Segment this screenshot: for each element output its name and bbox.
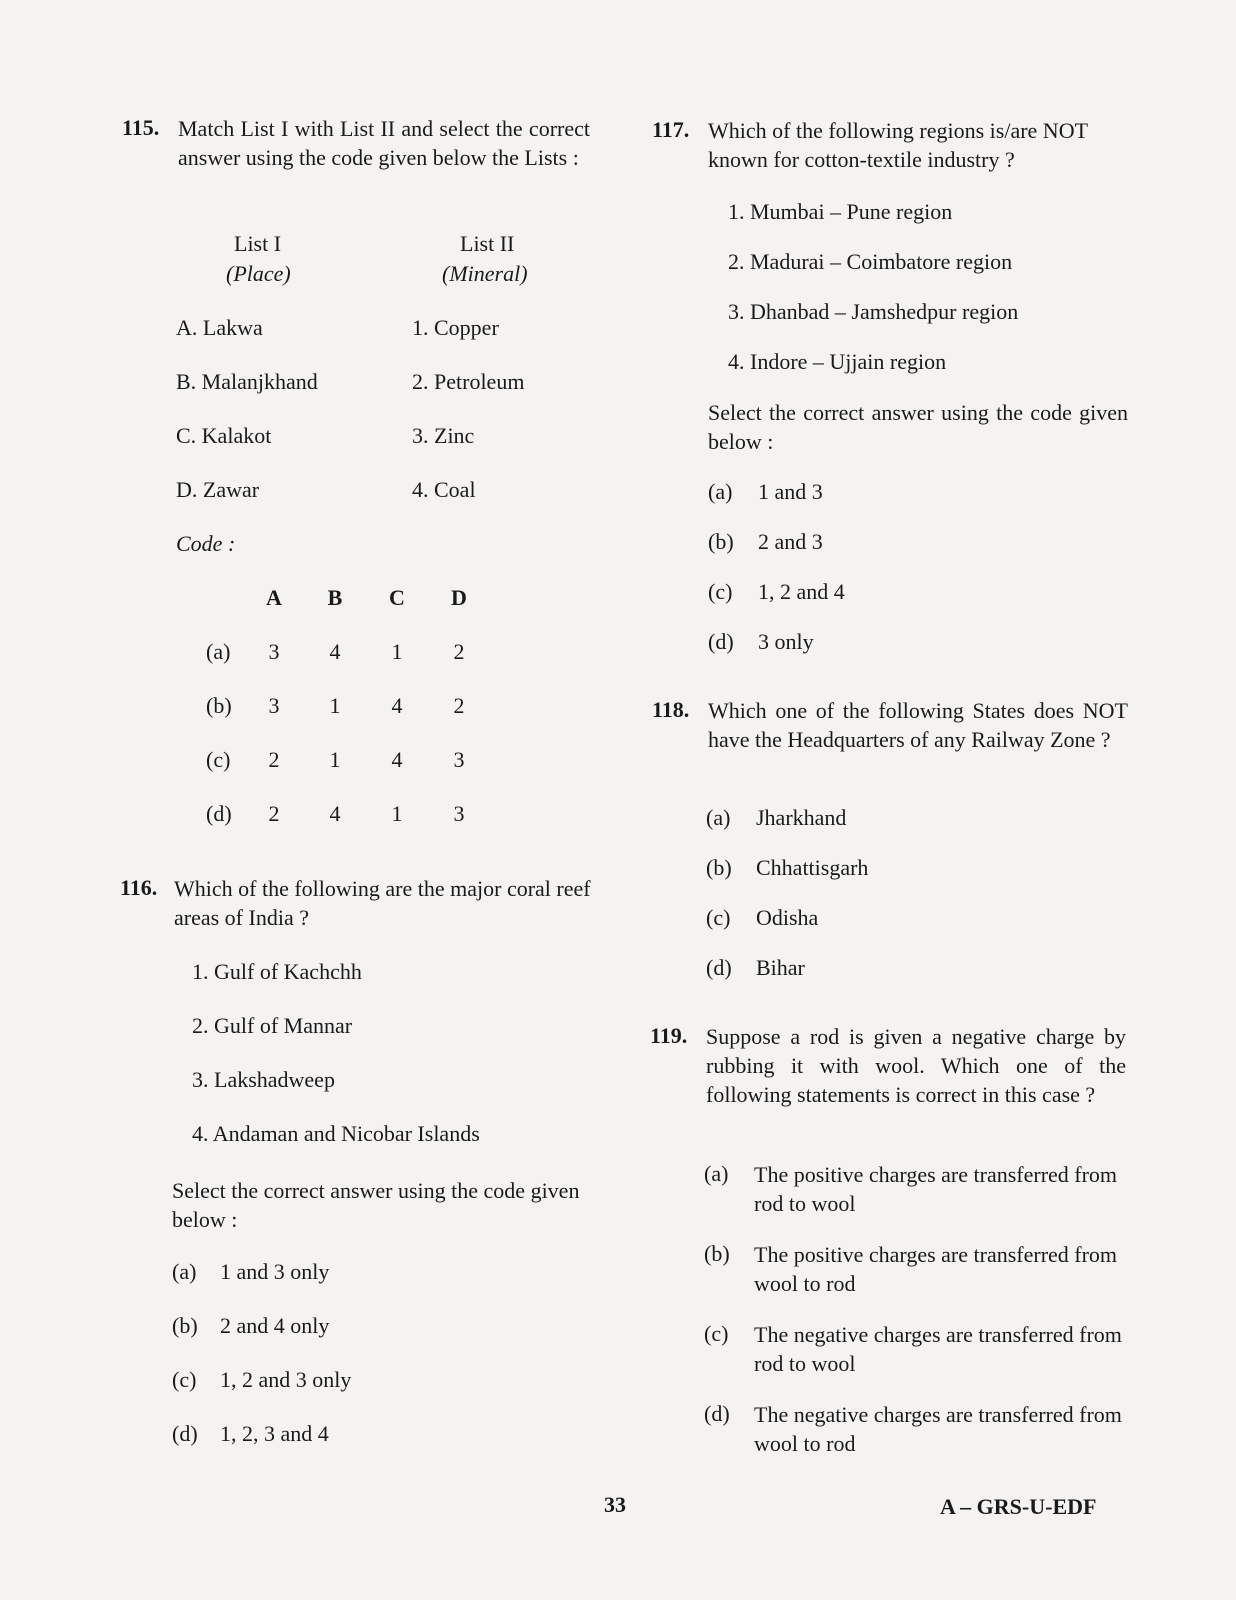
list1-title: List I xyxy=(234,231,282,256)
statement-item: 1. Mumbai – Pune region xyxy=(728,199,953,224)
option-label: (c) xyxy=(704,1321,729,1346)
option-label: (a) xyxy=(708,479,733,504)
code-cell: 2 xyxy=(453,639,465,664)
code-header: C xyxy=(389,585,405,610)
code-row-label: (b) xyxy=(206,693,232,718)
question-text: Which one of the following States does NOT have the Headquarters of any Railway Zone ? xyxy=(708,698,1128,752)
question-text: Which of the following are the major coral reef areas of India ? xyxy=(174,876,591,930)
option-text: Jharkhand xyxy=(756,805,847,830)
list2-item: 2. Petroleum xyxy=(412,369,525,394)
code-label: Code : xyxy=(176,531,236,556)
option-text: 2 and 3 xyxy=(758,529,823,554)
list1-item: A. Lakwa xyxy=(176,315,263,340)
code-cell: 2 xyxy=(453,693,465,718)
list2-item: 4. Coal xyxy=(412,477,476,502)
option-text: 1, 2 and 3 only xyxy=(220,1367,352,1392)
question-number: 115. xyxy=(122,115,160,140)
option-label: (d) xyxy=(172,1421,198,1446)
option-label: (c) xyxy=(708,579,733,604)
code-row-label: (a) xyxy=(206,639,231,664)
instruction-text: Select the correct answer using the code given below : xyxy=(172,1178,580,1232)
code-cell: 3 xyxy=(453,801,465,826)
list1-item: B. Malanjkhand xyxy=(176,369,318,394)
code-header: D xyxy=(451,585,467,610)
question-text: Suppose a rod is given a negative charge by rubbing it with wool. Which one of the following statements is correct in this case ? xyxy=(706,1024,1126,1107)
statement-item: 4. Andaman and Nicobar Islands xyxy=(192,1121,480,1146)
option-label: (b) xyxy=(704,1241,730,1266)
code-row-label: (c) xyxy=(206,747,231,772)
option-label: (b) xyxy=(708,529,734,554)
option-text: The negative charges are transferred from rod to wool xyxy=(754,1322,1122,1376)
option-label: (b) xyxy=(706,855,732,880)
code-cell: 4 xyxy=(329,801,341,826)
option-text: Odisha xyxy=(756,905,819,930)
page-number: 33 xyxy=(604,1492,626,1517)
option-label: (a) xyxy=(704,1161,729,1186)
list1-subtitle: (Place) xyxy=(226,261,291,286)
instruction-text: Select the correct answer using the code given below : xyxy=(708,400,1128,454)
code-cell: 2 xyxy=(268,801,280,826)
option-text: The positive charges are transferred from wool to rod xyxy=(754,1242,1118,1296)
code-header: A xyxy=(266,585,282,610)
statement-item: 3. Lakshadweep xyxy=(192,1067,335,1092)
code-cell: 4 xyxy=(391,693,403,718)
code-header: B xyxy=(327,585,343,610)
list2-item: 1. Copper xyxy=(412,315,499,340)
booklet-code: A – GRS-U-EDF xyxy=(940,1494,1097,1519)
statement-item: 2. Gulf of Mannar xyxy=(192,1013,353,1038)
code-cell: 4 xyxy=(391,747,403,772)
option-label: (b) xyxy=(172,1313,198,1338)
code-cell: 1 xyxy=(329,693,341,718)
list2-subtitle: (Mineral) xyxy=(442,261,528,286)
option-text: Bihar xyxy=(756,955,805,980)
option-text: 3 only xyxy=(758,629,814,654)
code-cell: 3 xyxy=(453,747,465,772)
option-text: The positive charges are transferred from rod to wool xyxy=(754,1162,1118,1216)
list2-item: 3. Zinc xyxy=(412,423,475,448)
option-label: (c) xyxy=(706,905,731,930)
statement-item: 2. Madurai – Coimbatore region xyxy=(728,249,1013,274)
question-text: Match List I with List II and select the correct answer using the code given below the Lists : xyxy=(178,116,590,170)
question-number: 118. xyxy=(652,697,690,722)
code-cell: 1 xyxy=(391,639,403,664)
option-label: (d) xyxy=(704,1401,730,1426)
code-cell: 1 xyxy=(391,801,403,826)
option-text: 2 and 4 only xyxy=(220,1313,330,1338)
option-text: 1, 2, 3 and 4 xyxy=(220,1421,329,1446)
question-number: 116. xyxy=(120,875,158,900)
list1-item: D. Zawar xyxy=(176,477,260,502)
list1-item: C. Kalakot xyxy=(176,423,272,448)
question-number: 119. xyxy=(650,1023,688,1048)
statement-item: 4. Indore – Ujjain region xyxy=(728,349,947,374)
option-text: 1 and 3 xyxy=(758,479,823,504)
statement-item: 3. Dhanbad – Jamshedpur region xyxy=(728,299,1019,324)
code-cell: 4 xyxy=(329,639,341,664)
statement-item: 1. Gulf of Kachchh xyxy=(192,959,362,984)
question-number: 117. xyxy=(652,117,690,142)
code-cell: 3 xyxy=(268,693,280,718)
option-label: (a) xyxy=(706,805,731,830)
option-text: 1 and 3 only xyxy=(220,1259,330,1284)
code-row-label: (d) xyxy=(206,801,232,826)
code-cell: 3 xyxy=(268,639,280,664)
option-text: The negative charges are transferred from wool to rod xyxy=(754,1402,1122,1456)
code-cell: 2 xyxy=(268,747,280,772)
code-cell: 1 xyxy=(329,747,341,772)
option-text: 1, 2 and 4 xyxy=(758,579,845,604)
list2-title: List II xyxy=(460,231,515,256)
option-label: (d) xyxy=(708,629,734,654)
option-label: (a) xyxy=(172,1259,197,1284)
option-text: Chhattisgarh xyxy=(756,855,869,880)
option-label: (c) xyxy=(172,1367,197,1392)
question-text: Which of the following regions is/are NOT known for cotton-textile industry ? xyxy=(708,118,1088,172)
option-label: (d) xyxy=(706,955,732,980)
